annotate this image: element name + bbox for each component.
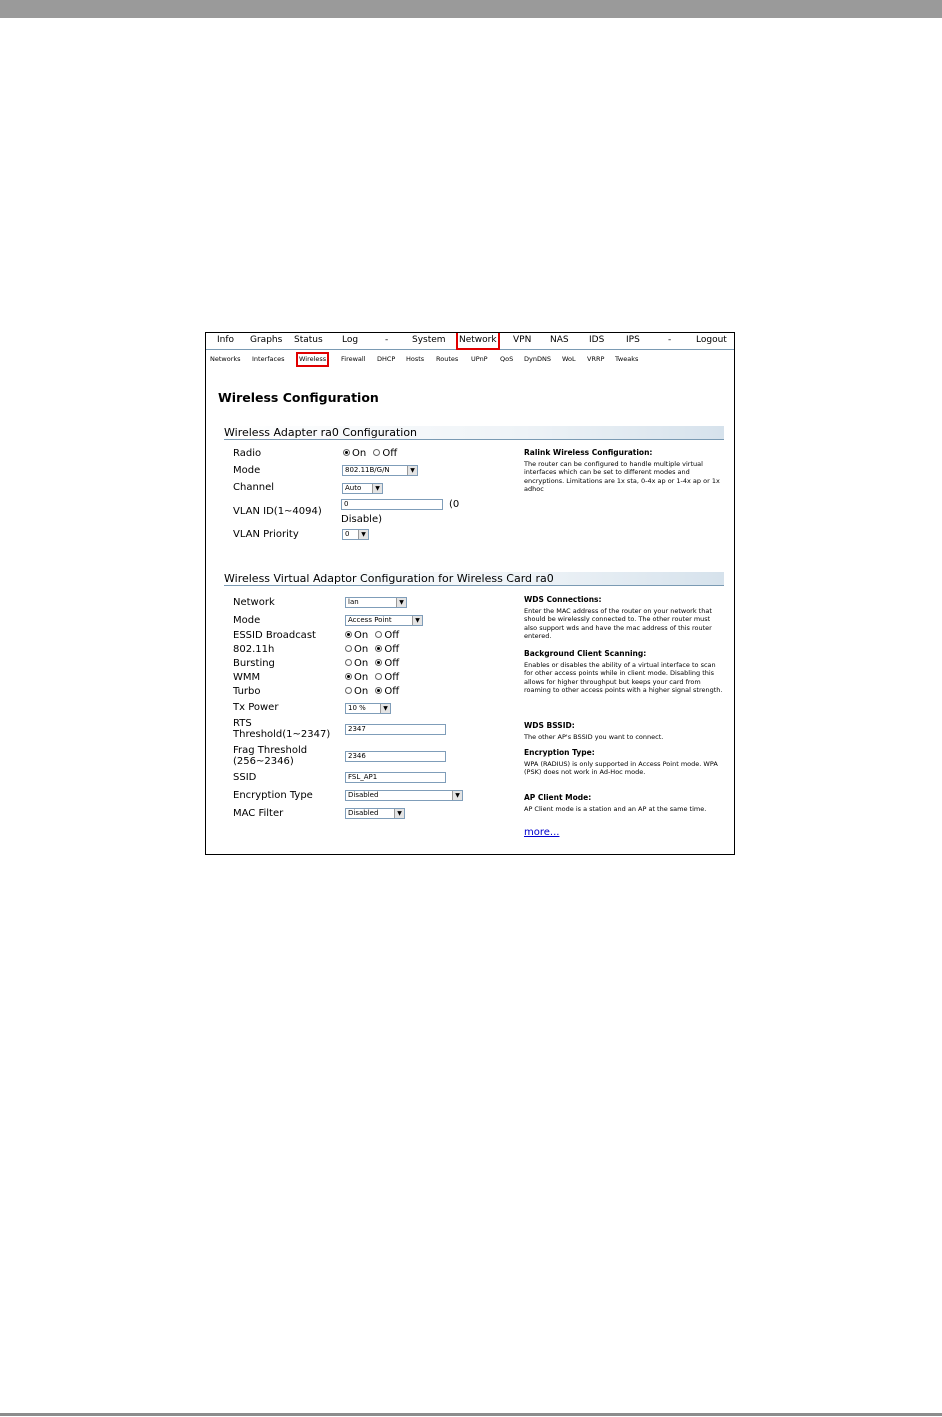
ralink-help-title: Ralink Wireless Configuration: (524, 448, 653, 457)
chevron-down-icon: ▼ (412, 616, 422, 625)
encryption-type-value: Disabled (348, 791, 379, 799)
turbo-off-radio[interactable] (375, 687, 382, 694)
vlan-id-label: VLAN ID(1~4094) (233, 506, 322, 517)
chevron-down-icon: ▼ (394, 809, 404, 818)
turbo-on-radio[interactable] (345, 687, 352, 694)
main-nav (206, 333, 734, 350)
80211h-off-radio[interactable] (375, 645, 382, 652)
wmm-off-label: Off (384, 672, 400, 683)
encryption-type-label: Encryption Type (233, 790, 313, 801)
essid-radio-group (345, 630, 403, 642)
radio-label: Radio (233, 448, 262, 459)
adapter-mode-label: Mode (233, 465, 261, 476)
nav-system[interactable]: System (412, 335, 446, 345)
chevron-down-icon: ▼ (358, 530, 368, 539)
encryption-type-select[interactable] (345, 790, 463, 801)
rts-threshold-input[interactable]: 2347 (345, 724, 446, 735)
virtual-section-header: Wireless Virtual Adaptor Configuration for Wireless Card ra0 (224, 572, 724, 586)
more-link[interactable]: more... (524, 827, 560, 838)
wds-bssid-text: The other AP's BSSID you want to connect. (524, 733, 664, 741)
nav-ips[interactable]: IPS (626, 335, 640, 345)
80211h-radio-group (345, 644, 403, 656)
subnav-tweaks[interactable]: Tweaks (615, 355, 639, 363)
encryption-help-text: WPA (RADIUS) is only supported in Access Point mode. WPA (PSK) does not work in Ad-Hoc mode. (524, 760, 718, 777)
chevron-down-icon: ▼ (407, 466, 417, 475)
vlan-priority-label: VLAN Priority (233, 529, 299, 540)
80211h-label: 802.11h (233, 644, 275, 655)
nav-separator: - (385, 335, 389, 345)
bursting-off-radio[interactable] (375, 659, 382, 666)
vlan-id-note: (0 (449, 499, 460, 510)
turbo-on-label: On (354, 686, 369, 697)
ssid-input[interactable]: FSL_AP1 (345, 772, 446, 783)
radio-off-label: Off (382, 448, 398, 459)
tx-power-label: Tx Power (233, 702, 279, 713)
turbo-off-label: Off (384, 686, 400, 697)
frag-threshold-input[interactable]: 2346 (345, 751, 446, 762)
ralink-help-text: The router can be configured to handle multiple virtual interfaces which can be set to different modes and encryptions. Limitations are 1x sta, 0-4x ap or 1-4x ap or 1x adhoc (524, 460, 720, 494)
chevron-down-icon: ▼ (380, 704, 390, 713)
essid-on-radio[interactable] (345, 631, 352, 638)
nav-separator: - (668, 335, 672, 345)
background-scanning-title: Background Client Scanning: (524, 649, 647, 658)
document-header-bar (0, 0, 942, 18)
subnav-dhcp[interactable]: DHCP (377, 355, 396, 363)
channel-value: Auto (345, 484, 362, 492)
radio-on-label: On (352, 448, 367, 459)
80211h-off-label: Off (384, 644, 400, 655)
bursting-on-label: On (354, 658, 369, 669)
80211h-on-radio[interactable] (345, 645, 352, 652)
router-web-ui-screenshot (205, 332, 735, 855)
essid-off-label: Off (384, 630, 400, 641)
bursting-on-radio[interactable] (345, 659, 352, 666)
bursting-label: Bursting (233, 658, 275, 669)
page-title: Wireless Configuration (218, 390, 379, 405)
rts-threshold-label: RTS Threshold(1~2347) (233, 718, 331, 740)
subnav-firewall[interactable]: Firewall (341, 355, 366, 363)
nav-log[interactable]: Log (342, 335, 359, 345)
background-scanning-text: Enables or disables the ability of a virtual interface to scan for other access points while in client mode. Disabling this allows for higher throughput but keeps your card from roaming to other access points with a higher signal strength. (524, 661, 723, 695)
turbo-radio-group (345, 686, 403, 698)
network-select[interactable] (345, 597, 407, 608)
wmm-radio-group (345, 672, 403, 684)
subnav-wireless[interactable]: Wireless (299, 355, 327, 363)
adapter-mode-value: 802.11B/G/N (345, 466, 390, 474)
turbo-label: Turbo (233, 686, 261, 697)
ssid-label: SSID (233, 772, 257, 783)
vlan-priority-value: 0 (345, 530, 350, 538)
subnav-interfaces[interactable]: Interfaces (252, 355, 285, 363)
80211h-on-label: On (354, 644, 369, 655)
ap-client-mode-text: AP Client mode is a station and an AP at the same time. (524, 805, 707, 813)
vlan-priority-select[interactable] (342, 529, 369, 540)
tx-power-select[interactable] (345, 703, 391, 714)
vlan-id-note-cont: Disable) (341, 514, 382, 525)
subnav-dyndns[interactable]: DynDNS (524, 355, 551, 363)
bursting-radio-group (345, 658, 403, 670)
frag-threshold-label: Frag Threshold (256~2346) (233, 745, 308, 767)
network-value: lan (348, 598, 359, 606)
subnav-hosts[interactable]: Hosts (406, 355, 425, 363)
adapter-mode-select[interactable] (342, 465, 418, 476)
mac-filter-label: MAC Filter (233, 808, 284, 819)
wds-connections-title: WDS Connections: (524, 595, 602, 604)
network-label: Network (233, 597, 275, 608)
essid-off-radio[interactable] (375, 631, 382, 638)
radio-on-radio[interactable] (343, 449, 350, 456)
nav-info[interactable]: Info (217, 335, 235, 345)
subnav-routes[interactable]: Routes (436, 355, 459, 363)
nav-logout[interactable]: Logout (696, 335, 727, 345)
tx-power-value: 10 % (348, 704, 366, 712)
adapter-section-header: Wireless Adapter ra0 Configuration (224, 426, 724, 440)
sub-nav (206, 350, 734, 371)
radio-off-radio[interactable] (373, 449, 380, 456)
wmm-on-label: On (354, 672, 369, 683)
wds-connections-text: Enter the MAC address of the router on your network that should be wirelessly connected to. The other router must also support wds and have the mac address of this router entered. (524, 607, 712, 641)
nav-ids[interactable]: IDS (589, 335, 605, 345)
wmm-label: WMM (233, 672, 261, 683)
chevron-down-icon: ▼ (452, 791, 462, 800)
bursting-off-label: Off (384, 658, 400, 669)
subnav-networks[interactable]: Networks (210, 355, 241, 363)
nav-network[interactable]: Network (459, 335, 497, 345)
channel-label: Channel (233, 482, 275, 493)
virtual-mode-label: Mode (233, 615, 261, 626)
subnav-upnp[interactable]: UPnP (471, 355, 488, 363)
subnav-qos[interactable]: QoS (500, 355, 514, 363)
mac-filter-value: Disabled (348, 809, 379, 817)
subnav-wol[interactable]: WoL (562, 355, 576, 363)
vlan-id-input[interactable]: 0 (341, 499, 443, 510)
nav-nas[interactable]: NAS (550, 335, 569, 345)
encryption-help-title: Encryption Type: (524, 748, 595, 757)
nav-graphs[interactable]: Graphs (250, 335, 283, 345)
nav-vpn[interactable]: VPN (513, 335, 532, 345)
wmm-on-radio[interactable] (345, 673, 352, 680)
nav-status[interactable]: Status (294, 335, 323, 345)
ap-client-mode-title: AP Client Mode: (524, 793, 592, 802)
essid-on-label: On (354, 630, 369, 641)
virtual-mode-value: Access Point (348, 616, 392, 624)
wmm-off-radio[interactable] (375, 673, 382, 680)
virtual-mode-select[interactable] (345, 615, 423, 626)
subnav-vrrp[interactable]: VRRP (587, 355, 605, 363)
channel-select[interactable] (342, 483, 383, 494)
radio-radio-group (343, 448, 401, 460)
mac-filter-select[interactable] (345, 808, 405, 819)
chevron-down-icon: ▼ (372, 484, 382, 493)
document-footer-line (0, 1413, 942, 1416)
wds-bssid-title: WDS BSSID: (524, 721, 575, 730)
essid-broadcast-label: ESSID Broadcast (233, 630, 316, 641)
chevron-down-icon: ▼ (396, 598, 406, 607)
